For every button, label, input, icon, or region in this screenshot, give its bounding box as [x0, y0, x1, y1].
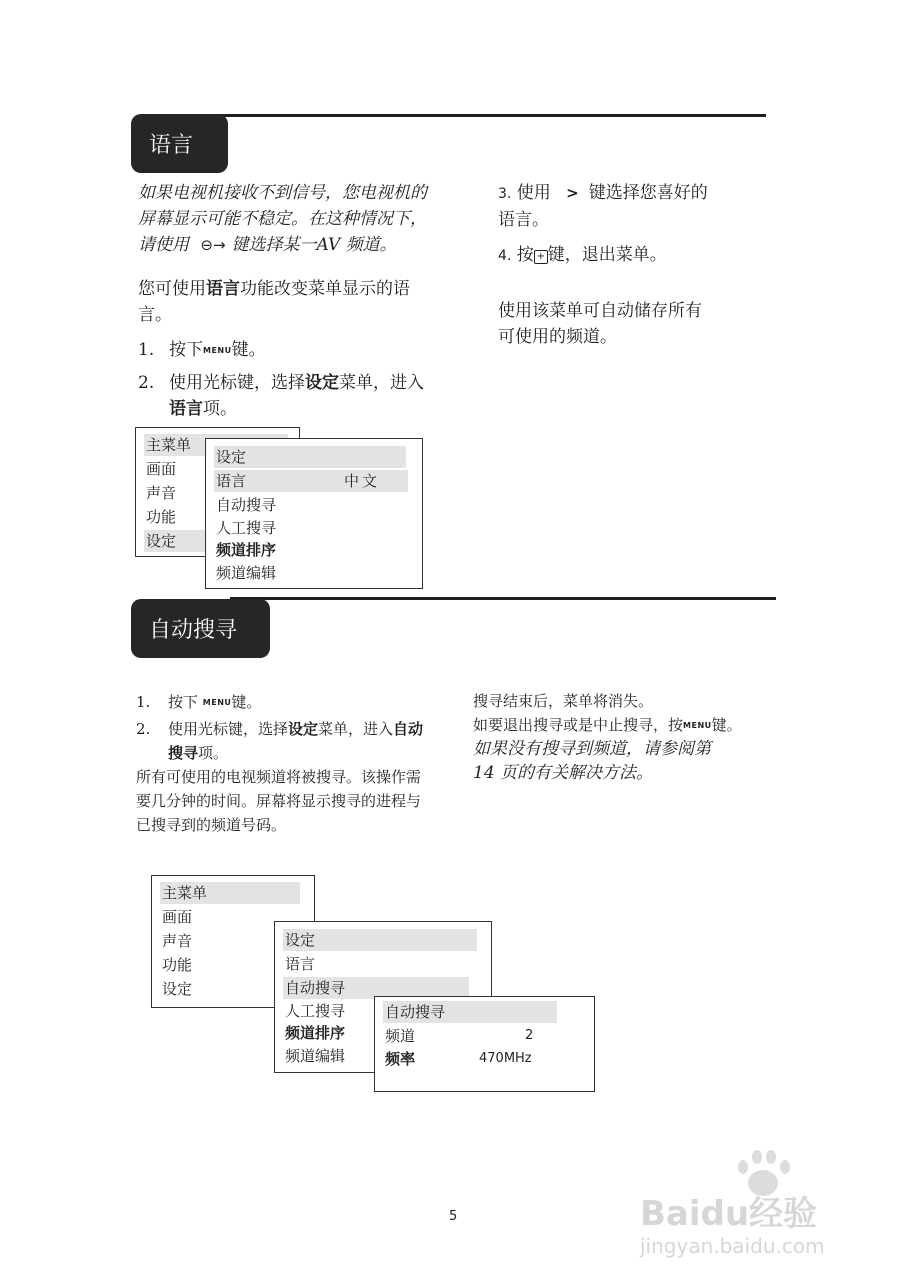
main-menu-title: 主菜单 — [160, 882, 300, 904]
section-divider — [230, 597, 776, 600]
main-menu-title: 主菜单 — [144, 434, 288, 456]
menu-key-icon: MENU — [202, 698, 232, 707]
language-value: 中文 — [344, 472, 381, 490]
watermark-brand: Baidu经验 — [640, 1194, 818, 1234]
menu-item-channel-edit[interactable]: 频道编辑 — [216, 564, 277, 582]
exit-key-icon: + — [534, 250, 548, 264]
menu-item-auto-search[interactable]: 自动搜寻 — [216, 496, 277, 514]
menu-item-language[interactable]: 语言 中文 — [214, 470, 408, 492]
right-arrow-icon: > — [566, 184, 579, 202]
auto-step-1: 1. 按下 MENU键。 — [136, 693, 262, 711]
frequency-row: 频率 470MHz — [385, 1050, 532, 1068]
menu-item-setup[interactable]: 设定 — [162, 980, 193, 998]
menu-item-language[interactable]: 语言 — [285, 955, 316, 973]
baidu-watermark — [640, 1150, 870, 1260]
auto-search-menu-box — [374, 996, 595, 1092]
frequency-value: 470MHz — [479, 1051, 532, 1066]
signal-note — [138, 180, 468, 258]
setup-menu-title: 设定 — [283, 929, 477, 951]
page-number: 5 — [449, 1209, 458, 1224]
step-4: 4. 按 + 键，退出菜单。 — [498, 245, 667, 265]
note-line: 请使用 ⊖→ 键选择某一AV 频道。 — [138, 235, 397, 255]
step-2: 2. 使用光标键，选择设定菜单，进入 语言项。 — [138, 373, 424, 419]
language-intro: 您可使用语言功能改变菜单显示的语 言。 — [138, 279, 410, 325]
setup-menu-title: 设定 — [214, 446, 406, 468]
menu-item-setup[interactable]: 设定 — [144, 530, 288, 552]
channel-row: 频道 2 — [385, 1027, 534, 1045]
menu-key-icon: MENU — [683, 721, 712, 730]
menu-item-manual-search[interactable]: 人工搜寻 — [216, 519, 277, 537]
note-line: 如果电视机接收不到信号，您电视机的 — [138, 183, 427, 203]
menu-item-picture[interactable]: 画面 — [162, 908, 193, 926]
step-1: 1. 按下MENU键。 — [138, 340, 266, 360]
step-3: 3. 使用 > 键选择您喜好的 语言。 — [498, 183, 708, 230]
setup-menu-box — [205, 438, 423, 589]
auto-search-right: 搜寻结束后，菜单将消失。 如要退出搜寻或是中止搜寻，按MENU键。 — [473, 692, 742, 734]
auto-search-body: 所有可使用的电视频道将被搜寻。该操作需 要几分钟的时间。屏幕将显示搜寻的进程与 已搜寻到的频道号码。 — [136, 768, 422, 834]
menu-item-channel-sort[interactable]: 频道排序 — [216, 541, 277, 559]
note-line: 屏幕显示可能不稳定。在这种情况下， — [138, 209, 427, 229]
channel-value: 2 — [525, 1028, 534, 1043]
menu-key-icon: MENU — [203, 346, 232, 355]
menu-item-sound[interactable]: 声音 — [146, 484, 177, 502]
auto-search-menu-title: 自动搜寻 — [383, 1001, 557, 1023]
menu-item-manual-search[interactable]: 人工搜寻 — [285, 1002, 346, 1020]
section-divider — [200, 114, 766, 117]
section-title-language — [131, 114, 228, 173]
menu-item-function[interactable]: 功能 — [162, 956, 193, 974]
section-title-text: 自动搜寻 — [149, 618, 238, 643]
menu-item-channel-edit[interactable]: 频道编辑 — [285, 1047, 346, 1065]
auto-store-note: 使用该菜单可自动储存所有 可使用的频道。 — [498, 301, 702, 347]
auto-step-2: 2. 使用光标键，选择设定菜单，进入自动 搜寻项。 — [136, 720, 424, 762]
no-channel-note: 如果没有搜寻到频道，请参阅第 14 页的有关解决方法。 — [473, 739, 711, 783]
menu-item-sound[interactable]: 声音 — [162, 932, 193, 950]
watermark-url: jingyan.baidu.com — [640, 1234, 825, 1258]
section-title-text: 语言 — [149, 133, 194, 158]
menu-item-picture[interactable]: 画面 — [146, 460, 177, 478]
menu-item-function[interactable]: 功能 — [146, 508, 177, 526]
menu-item-channel-sort[interactable]: 频道排序 — [285, 1024, 346, 1042]
av-input-icon: ⊖→ — [200, 236, 226, 254]
menu-item-auto-search[interactable]: 自动搜寻 — [283, 977, 469, 999]
section-title-auto-search — [131, 599, 270, 658]
